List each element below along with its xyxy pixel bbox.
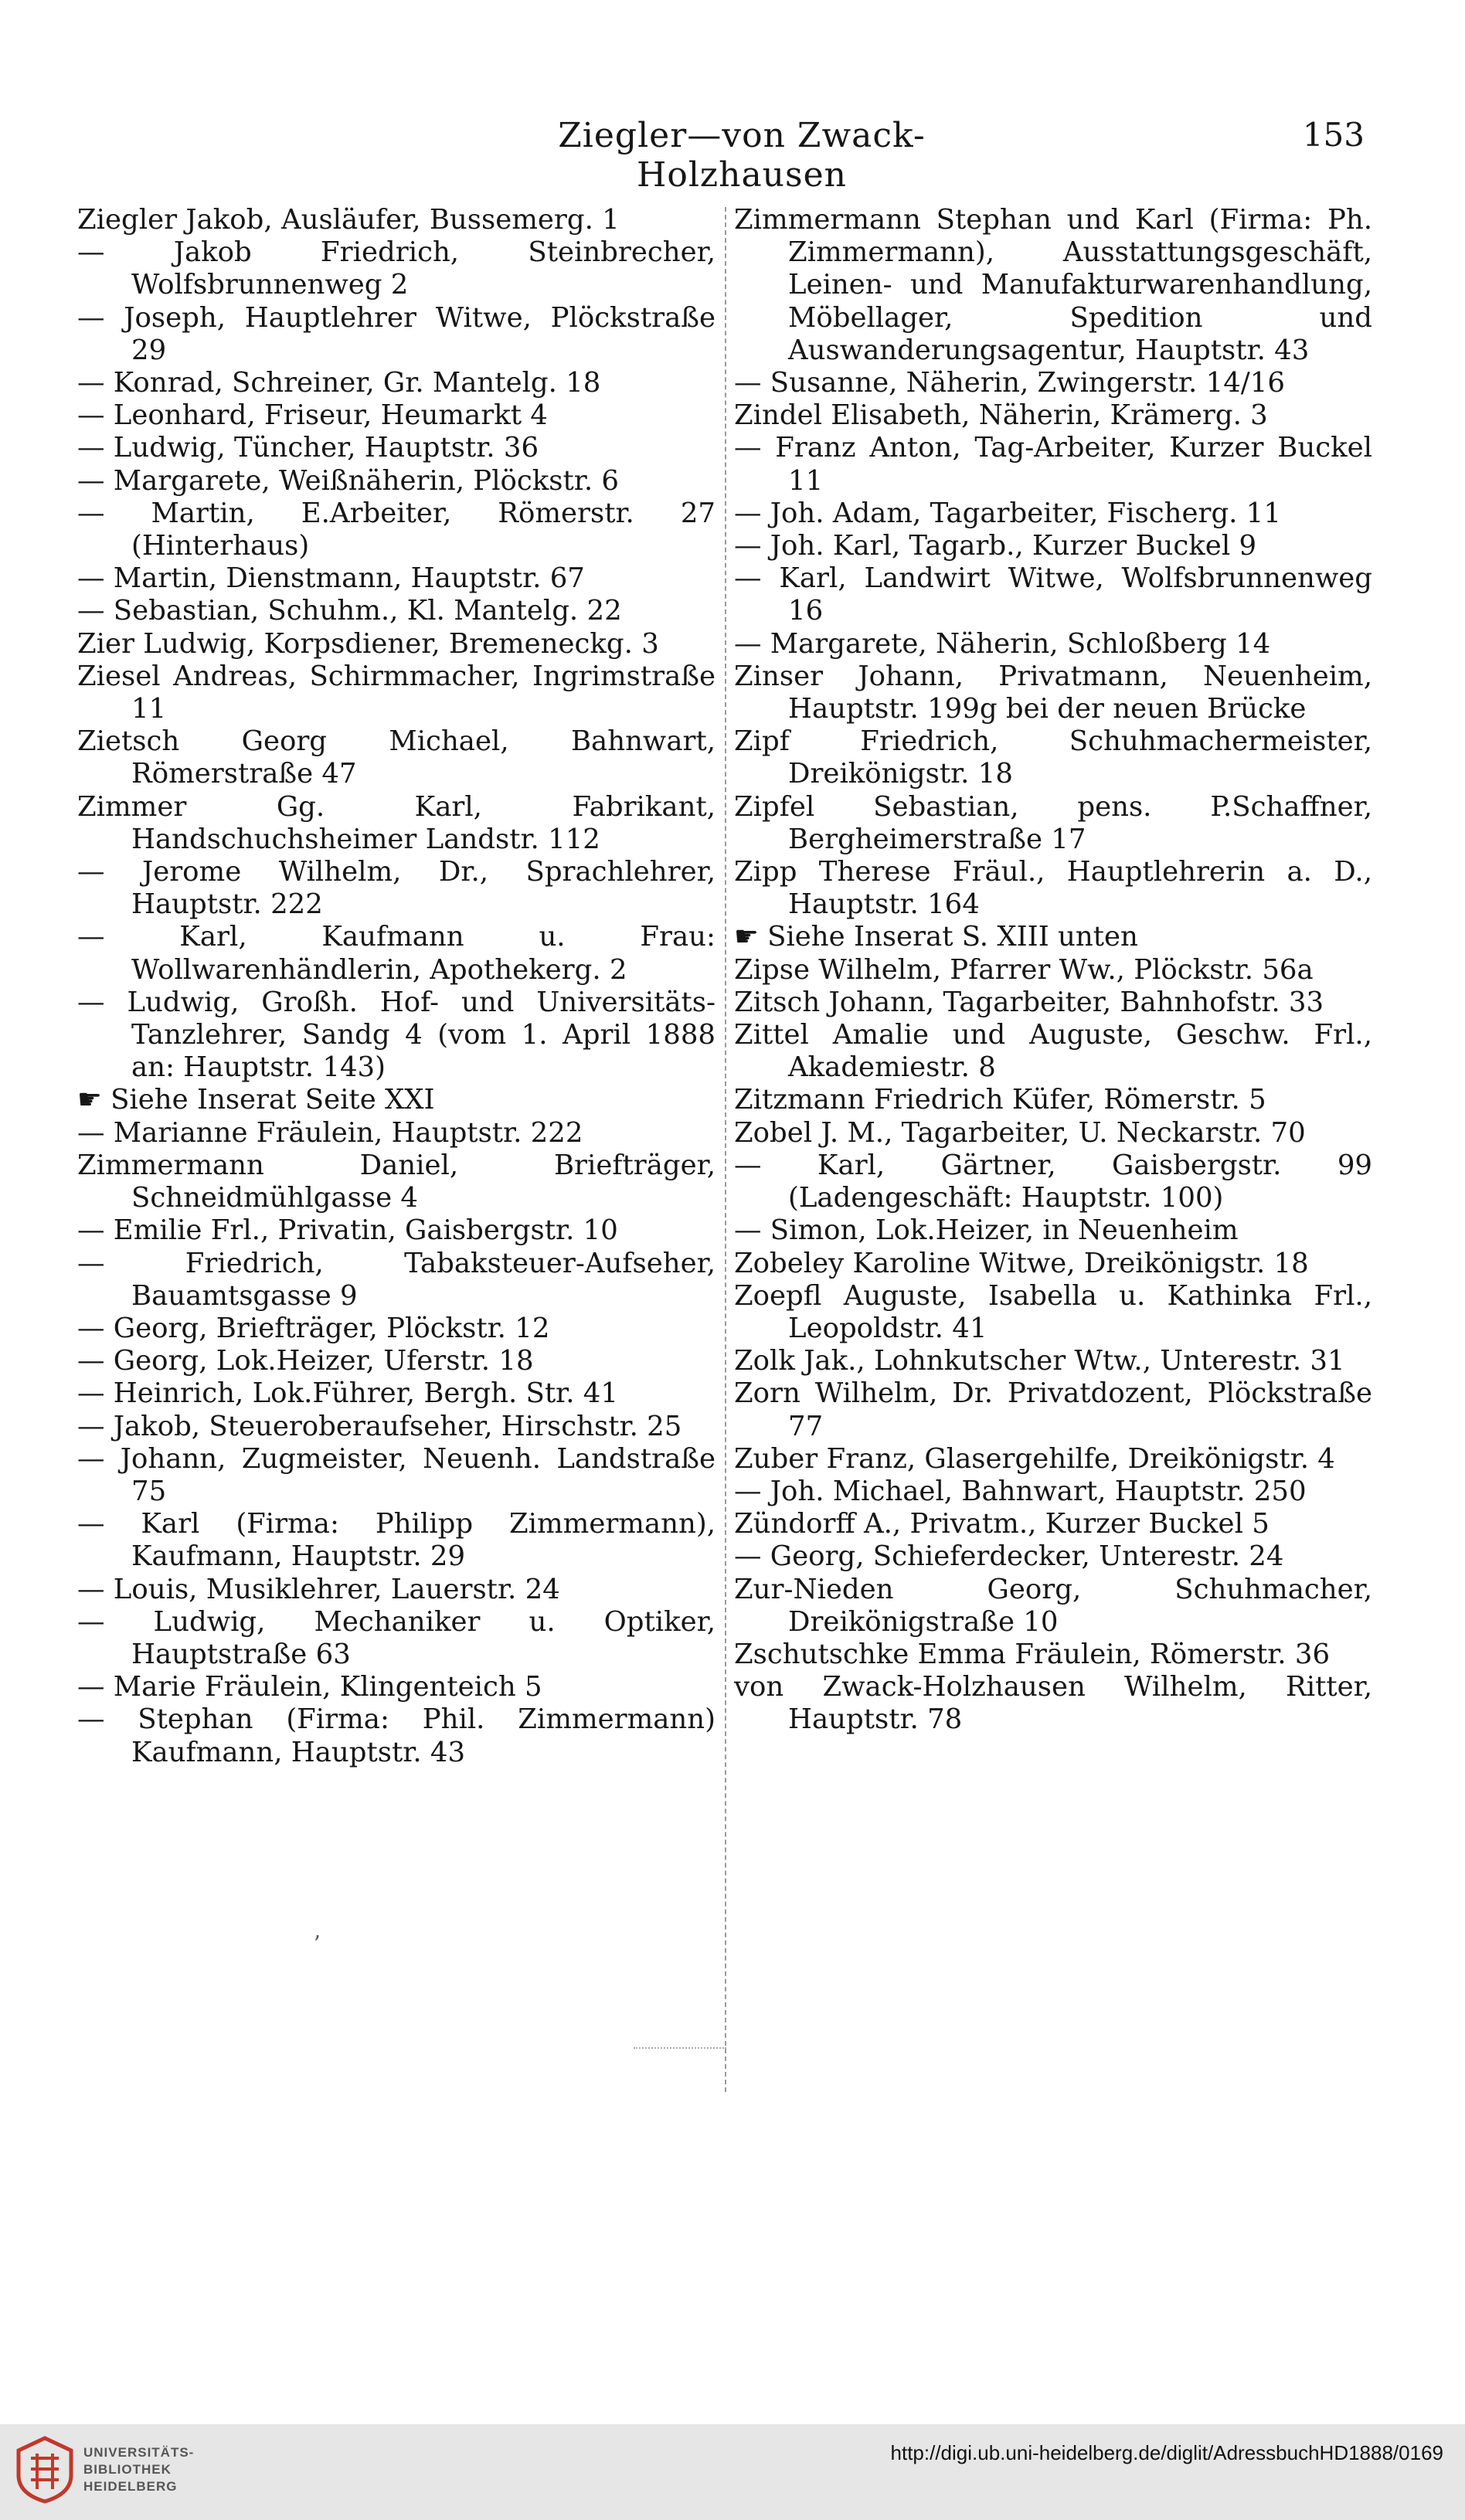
directory-entry: Zobeley Karoline Witwe, Dreikönigstr. 18	[734, 1247, 1309, 1279]
directory-entry: von Zwack-Holzhausen Wilhelm, Ritter, Hauptstr. 78	[734, 1671, 1372, 1736]
directory-entry: — Franz Anton, Tag-Arbeiter, Kurzer Buckel 11	[734, 432, 1372, 497]
directory-entry: — Georg, Lok.Heizer, Uferstr. 18	[77, 1345, 534, 1377]
directory-entry: Zorn Wilhelm, Dr. Privatdozent, Plöckstraße 77	[734, 1377, 1372, 1442]
left-column	[77, 204, 716, 1769]
university-seal-icon	[14, 2435, 76, 2505]
directory-entry: — Jakob Friedrich, Steinbrecher, Wolfsbrunnenweg 2	[77, 236, 716, 301]
directory-entry: — Joh. Karl, Tagarb., Kurzer Buckel 9	[734, 530, 1257, 562]
directory-entry: — Joh. Adam, Tagarbeiter, Fischerg. 11	[734, 497, 1281, 529]
directory-entry: — Heinrich, Lok.Führer, Bergh. Str. 41	[77, 1377, 618, 1410]
directory-entry: — Georg, Schieferdecker, Unterestr. 24	[734, 1540, 1284, 1573]
directory-entry: Zinser Johann, Privatmann, Neuenheim, Hauptstr. 199g bei der neuen Brücke	[734, 660, 1372, 725]
column-divider	[725, 207, 726, 2092]
directory-entry: Zimmer Gg. Karl, Fabrikant, Handschuchsheimer Landstr. 112	[77, 790, 716, 855]
directory-entry: — Karl (Firma: Philipp Zimmermann), Kaufmann, Hauptstr. 29	[77, 1508, 716, 1573]
directory-entry: Zipf Friedrich, Schuhmachermeister, Dreikönigstr. 18	[734, 725, 1372, 790]
library-name	[83, 2444, 194, 2495]
directory-entry: — Marianne Fräulein, Hauptstr. 222	[77, 1116, 583, 1149]
directory-entry: Zuber Franz, Glasergehilfe, Dreikönigstr. 4	[734, 1442, 1335, 1475]
directory-entry: — Martin, E.Arbeiter, Römerstr. 27 (Hinterhaus)	[77, 497, 716, 562]
directory-entry: — Simon, Lok.Heizer, in Neuenheim	[734, 1214, 1239, 1247]
directory-entry: Ziegler Jakob, Ausläufer, Bussemerg. 1	[77, 204, 620, 236]
directory-entry: — Karl, Gärtner, Gaisbergstr. 99 (Ladengeschäft: Hauptstr. 100)	[734, 1149, 1372, 1214]
directory-entry: Zimmermann Daniel, Briefträger, Schneidmühlgasse 4	[77, 1149, 716, 1214]
library-name-line: HEIDELBERG	[83, 2479, 178, 2494]
directory-entry: — Jerome Wilhelm, Dr., Sprachlehrer, Hauptstr. 222	[77, 856, 716, 921]
directory-entry: — Joh. Michael, Bahnwart, Hauptstr. 250	[734, 1475, 1307, 1507]
directory-entry: Zschutschke Emma Fräulein, Römerstr. 36	[734, 1638, 1331, 1670]
directory-entry: Zipfel Sebastian, pens. P.Schaffner, Bergheimerstraße 17	[734, 790, 1372, 855]
directory-entry: — Margarete, Weißnäherin, Plöckstr. 6	[77, 464, 620, 497]
directory-entry: — Friedrich, Tabaksteuer-Aufseher, Bauamtsgasse 9	[77, 1247, 716, 1312]
library-name-line: BIBLIOTHEK	[83, 2462, 172, 2477]
directory-entry: Zittel Amalie und Auguste, Geschw. Frl., Akademiestr. 8	[734, 1019, 1372, 1084]
page-number: 153	[1302, 116, 1365, 154]
directory-entry: — Louis, Musiklehrer, Lauerstr. 24	[77, 1573, 560, 1605]
directory-entry: Zitzmann Friedrich Küfer, Römerstr. 5	[734, 1084, 1266, 1116]
directory-entry: — Emilie Frl., Privatin, Gaisbergstr. 10	[77, 1214, 618, 1247]
directory-entry: Zietsch Georg Michael, Bahnwart, Römerstraße 47	[77, 725, 716, 790]
directory-entry: — Jakob, Steueroberaufseher, Hirschstr. 25	[77, 1410, 682, 1442]
directory-entry: — Martin, Dienstmann, Hauptstr. 67	[77, 562, 585, 595]
directory-entry: — Karl, Kaufmann u. Frau: Wollwarenhändlerin, Apothekerg. 2	[77, 921, 716, 986]
directory-entry: — Ludwig, Großh. Hof- und Universitäts-Tanzlehrer, Sandg 4 (vom 1. April 1888 an: Hauptstr. 143)	[77, 986, 716, 1084]
running-title: Ziegler—von Zwack-Holzhausen	[558, 116, 926, 195]
directory-entry: Ziesel Andreas, Schirmmacher, Ingrimstraße 11	[77, 660, 716, 725]
directory-entry: — Leonhard, Friseur, Heumarkt 4	[77, 399, 548, 432]
directory-entry: Zier Ludwig, Korpsdiener, Bremeneckg. 3	[77, 627, 659, 660]
directory-entry: Zindel Elisabeth, Näherin, Krämerg. 3	[734, 399, 1268, 432]
directory-entry: — Joseph, Hauptlehrer Witwe, Plöckstraße 29	[77, 301, 716, 366]
footer-bar	[0, 2424, 1465, 2520]
directory-entry: — Georg, Briefträger, Plöckstr. 12	[77, 1312, 550, 1344]
directory-entry: — Stephan (Firma: Phil. Zimmermann) Kaufmann, Hauptstr. 43	[77, 1703, 716, 1768]
directory-entry: Zimmermann Stephan und Karl (Firma: Ph. Zimmermann), Ausstattungsgeschäft, Leinen- und Manufakturwarenhandlung, Möbellager, Spedition und Auswanderungsagentur, Hauptstr. 43	[734, 204, 1372, 366]
directory-entry: — Ludwig, Mechaniker u. Optiker, Hauptstraße 63	[77, 1605, 716, 1670]
directory-entry: — Sebastian, Schuhm., Kl. Mantelg. 22	[77, 595, 622, 627]
directory-entry: — Karl, Landwirt Witwe, Wolfsbrunnenweg 16	[734, 562, 1372, 627]
library-name-line: UNIVERSITÄTS-	[83, 2445, 195, 2460]
directory-entry: — Margarete, Näherin, Schloßberg 14	[734, 627, 1271, 660]
directory-entry: — Marie Fräulein, Klingenteich 5	[77, 1671, 542, 1703]
directory-entry: Zoepfl Auguste, Isabella u. Kathinka Frl., Leopoldstr. 41	[734, 1279, 1372, 1344]
directory-entry: Zipse Wilhelm, Pfarrer Ww., Plöckstr. 56a	[734, 953, 1314, 986]
directory-entry: Zipp Therese Fräul., Hauptlehrerin a. D., Hauptstr. 164	[734, 856, 1372, 921]
directory-entry: Zur-Nieden Georg, Schuhmacher, Dreikönigstraße 10	[734, 1573, 1372, 1638]
directory-entry: — Ludwig, Tüncher, Hauptstr. 36	[77, 432, 539, 464]
right-column	[734, 204, 1372, 1737]
directory-entry: — Susanne, Näherin, Zwingerstr. 14/16	[734, 367, 1285, 399]
directory-entry: — Johann, Zugmeister, Neuenh. Landstraße 75	[77, 1442, 716, 1507]
directory-entry: Zitsch Johann, Tagarbeiter, Bahnhofstr. 33	[734, 986, 1324, 1018]
bottom-rule	[634, 2047, 726, 2049]
directory-entry: ☛ Siehe Inserat Seite XXI	[77, 1084, 435, 1116]
directory-entry: Zündorff A., Privatm., Kurzer Buckel 5	[734, 1508, 1270, 1540]
stray-mark: ʼ	[313, 1931, 320, 1957]
directory-entry: ☛ Siehe Inserat S. XIII unten	[734, 921, 1138, 953]
directory-entry: — Konrad, Schreiner, Gr. Mantelg. 18	[77, 367, 601, 399]
directory-entry: Zolk Jak., Lohnkutscher Wtw., Unterestr. 31	[734, 1345, 1345, 1377]
directory-entry: Zobel J. M., Tagarbeiter, U. Neckarstr. 70	[734, 1116, 1306, 1149]
source-url[interactable]: http://digi.ub.uni-heidelberg.de/diglit/AdressbuchHD1888/0169	[890, 2441, 1443, 2464]
page-header	[0, 116, 1465, 195]
